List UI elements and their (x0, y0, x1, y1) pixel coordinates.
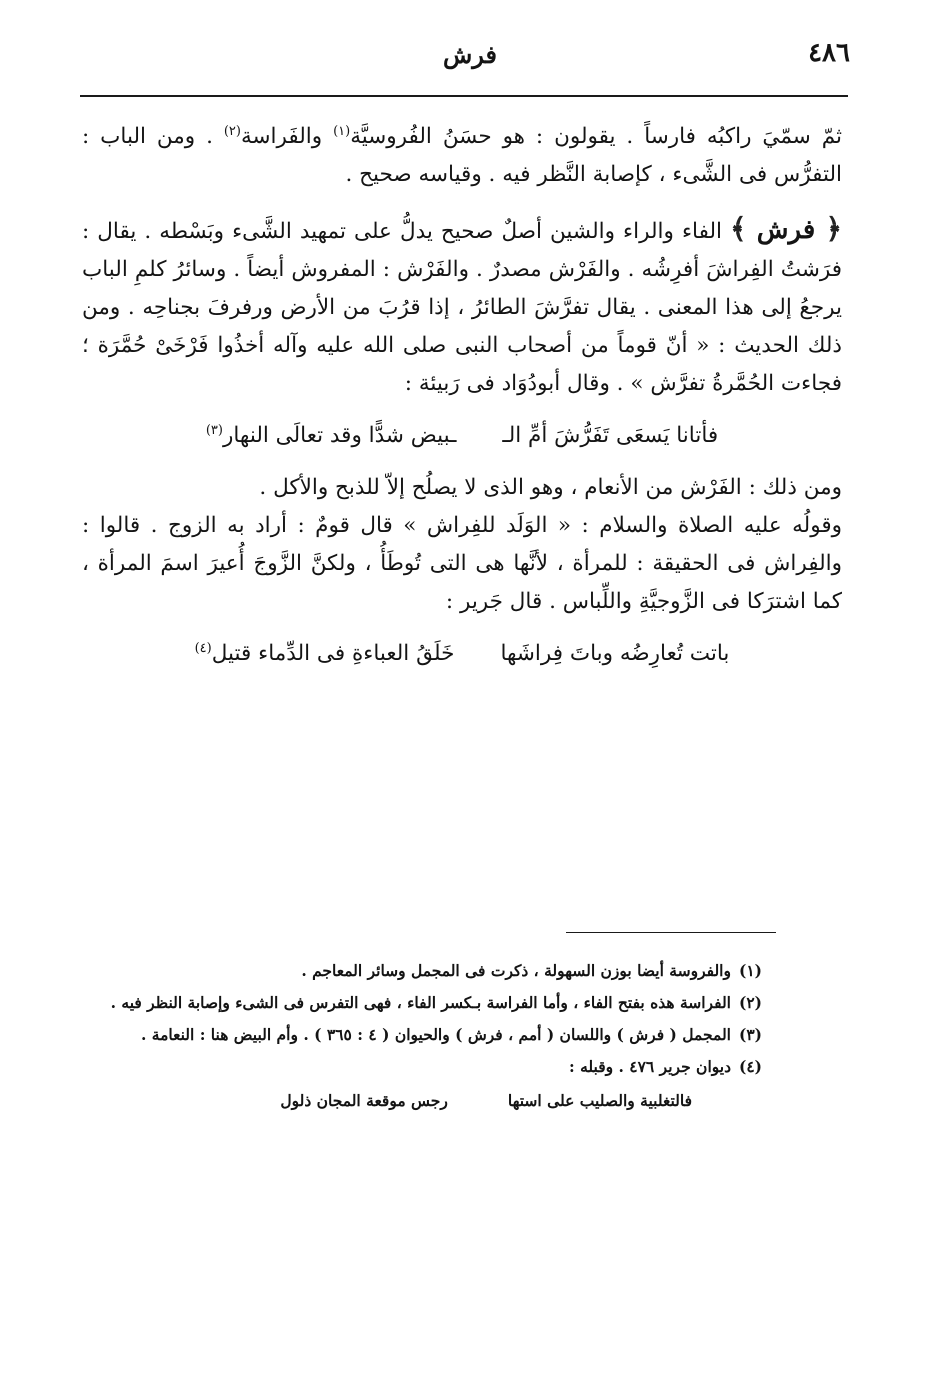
verse-2-second-hemistich (195, 635, 455, 673)
paragraph-1-mid: والفَراسة (240, 124, 323, 149)
footnote-2-number: (٢) (738, 993, 762, 1012)
paragraph-1-start: ثمّ سمّيَ راكبُه فارساً . يقولون : هو حسَنُ الفُروسيَّة (350, 124, 842, 149)
footnote-verse-second: رجس موقعة المجان ذلول (280, 1091, 448, 1110)
page-header (90, 38, 850, 78)
footnote-4 (82, 1054, 762, 1080)
paragraph-3: ومن ذلك : الفَرْش من الأنعام ، وهو الذى لا يصلُح إلاّ للذبح والأكل . (259, 475, 842, 500)
verse-1-second-hemistich (206, 417, 457, 455)
page-number: ٤٨٦ (808, 38, 850, 68)
footnote-1-number: (١) (738, 961, 762, 980)
footnote-2-text: الفراسة هذه بفتح الفاء ، وأما الفراسة بـكسر الفاء ، فهى التفرس فى الشىء وإصابة النظر فيه . (110, 993, 731, 1012)
running-head: فرش (442, 40, 497, 69)
footnote-3 (82, 1022, 762, 1048)
footnote-3-text: المجمل ( فرش ) واللسان ( أمم ، فرش ) والحيوان ( ٤ : ٣٦٥ ) . وأم البيض هنا : النعامة . (140, 1025, 731, 1044)
footnote-verse (82, 1088, 762, 1114)
entry-word: فرش (756, 215, 816, 245)
footnote-4-text: ديوان جرير ٤٧٦ . وقبله : (568, 1057, 731, 1076)
verse-2-second-text: خَلَقُ العباءةِ فى الدِّماء قتيل (211, 641, 455, 666)
footnote-ref-1: (١) (333, 123, 351, 139)
paragraph-1 (82, 118, 842, 194)
entry-headword (730, 212, 842, 245)
paragraph-4: وقولُه عليه الصلاة والسلام : « الوَلَد للفِراش » قال قومٌ : أراد به الزوج . قالوا : والفِراش فى الحقيقة : للمرأة ، لأنَّها هى التى تُوطَأُ ، ولكنَّ الزَّوجَ أُعيرَ اسمَ المرأة ، كما اشترَكا فى الزَّوجيَّةِ واللِّباس . قال جَرير : (82, 513, 842, 614)
verse-1 (82, 417, 842, 455)
footnote-rule (566, 932, 776, 933)
paragraph-2 (82, 210, 842, 403)
main-text (82, 118, 842, 687)
footnote-verse-first: فالتغلبية والصليب على استها (507, 1091, 692, 1110)
footnote-3-number: (٣) (738, 1025, 762, 1044)
verse-2 (82, 635, 842, 673)
footnote-2 (82, 990, 762, 1016)
footnote-1 (82, 958, 762, 984)
paragraph-2-text: الفاء والراء والشين أصلٌ صحيح يدلُّ على تمهيد الشَّىء وبَسْطه . يقال : فرَشتُ الفِراشَ أفرِشُه . والفَرْش مصدرٌ . والفَرْش : المفروش أيضاً . وسائرُ كلمِ الباب يرجعُ إلى هذا المعنى . يقال تفرَّشَ الطائرُ ، إذا قرُبَ من الأرض ورفرفَ بجناحِه . ومن ذلك الحديث : « أنّ قوماً من أصحاب النبى صلى الله عليه وآله أخذُوا فَرْخَىْ حُمَّرَة ؛ فجاءت الحُمَّرةُ تفرَّش » . وقال أبودُوَاد فى رَبيئة : (82, 219, 842, 396)
header-rule (80, 95, 848, 97)
footnote-ref-2: (٢) (223, 123, 241, 139)
entry-bracket-close: ﴾ (730, 212, 747, 245)
paragraph-1-end: . ومن الباب : التفرُّس فى الشَّىء ، كإصابة النَّظر فيه . وقياسه صحيح . (82, 124, 842, 187)
footnotes (82, 958, 762, 1120)
verse-1-second-text: ـبيض شدًّا وقد تعالَى النهار (222, 423, 457, 448)
footnote-ref-4: (٤) (194, 640, 212, 656)
verse-1-first-hemistich: فأتانا يَسعَى تَفَرُّشَ أمِّ الـ (502, 423, 719, 448)
footnote-ref-3: (٣) (205, 422, 223, 438)
entry-bracket-open: ﴿ (825, 212, 842, 245)
verse-2-first-hemistich: باتت تُعارِضُه وباتَ فِراشَها (500, 641, 730, 666)
footnote-4-number: (٤) (738, 1057, 762, 1076)
footnote-1-text: والفروسة أيضا بوزن السهولة ، ذكرت فى المجمل وسائر المعاجم . (301, 961, 731, 980)
